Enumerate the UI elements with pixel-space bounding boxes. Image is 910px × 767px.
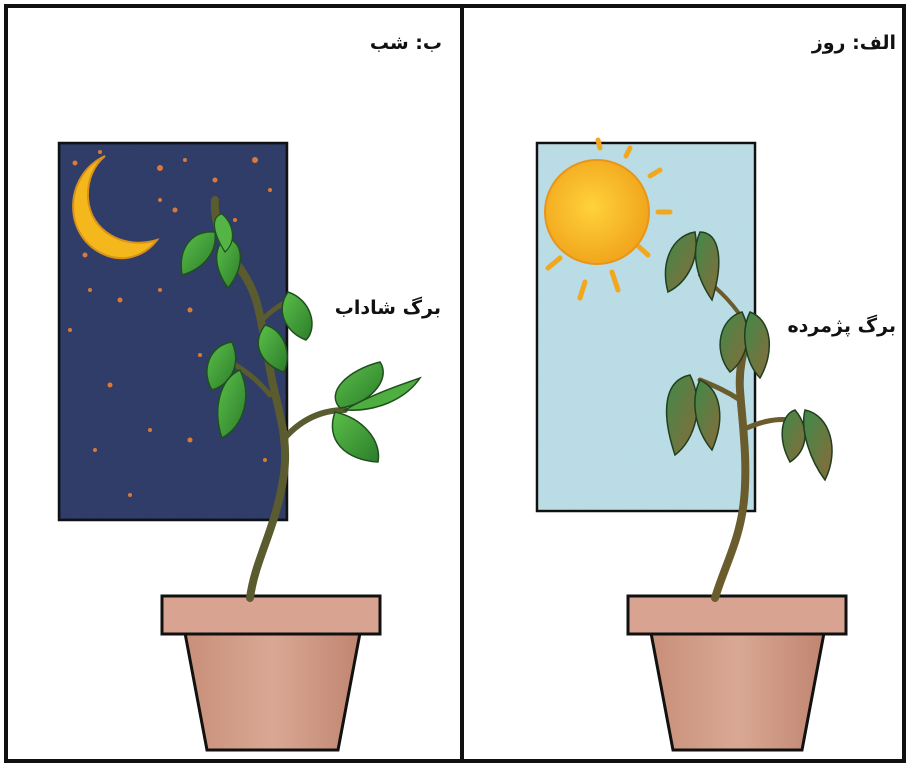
- night-leaf-label: برگ شاداب: [334, 297, 441, 319]
- night-panel-title: ب: شب: [369, 32, 442, 54]
- day-panel-title: الف: روز: [811, 32, 896, 54]
- day-leaf-label: برگ پژمرده: [787, 315, 896, 337]
